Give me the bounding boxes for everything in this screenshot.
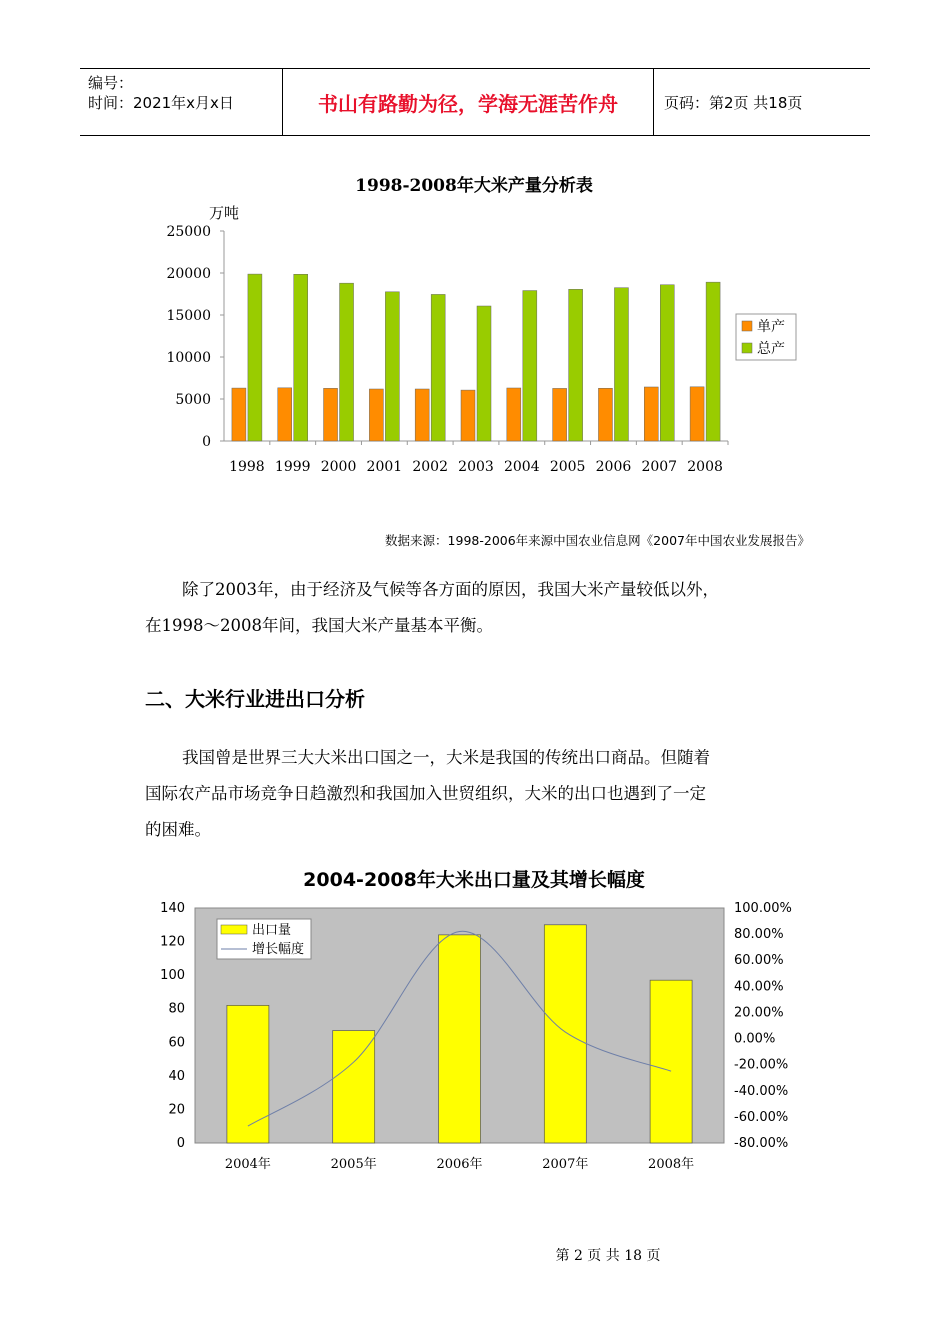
chart1-bar-1 <box>294 274 308 441</box>
chart2-y2tick-label: -40.00% <box>734 1083 789 1099</box>
chart1-title: 1998-2008年大米产量分析表 <box>355 176 593 196</box>
chart1-bar-0 <box>415 389 429 441</box>
time-label: 时间：2021年x月x日 <box>88 94 234 112</box>
section-title: 二、大米行业进出口分析 <box>145 687 365 711</box>
chart1-xtick-label: 1998 <box>229 459 265 475</box>
chart1-bar-1 <box>248 274 262 441</box>
paragraph-1 <box>145 572 805 644</box>
chart1-bar-0 <box>369 389 383 441</box>
chart1-legend-label: 单产 <box>757 319 785 335</box>
page-footer: 第 2 页 共 18 页 <box>555 1248 661 1264</box>
chart2-bar <box>333 1031 375 1143</box>
paragraph-2-line-2: 国际农产品市场竞争日趋激烈和我国加入世贸组织，大米的出口也遇到了一定 <box>145 784 706 803</box>
chart2-bar <box>227 1005 269 1143</box>
chart1-ytick-label: 25000 <box>166 224 211 240</box>
chart2-ytick-label: 120 <box>160 934 185 950</box>
page-label: 页码：第2页 共18页 <box>664 93 803 112</box>
source-note: 数据来源：1998-2006年来源中国农业信息网《2007年中国农业发展报告》 <box>385 533 810 548</box>
chart1-bar-1 <box>614 288 628 441</box>
chart1-legend-label: 总产 <box>757 341 785 357</box>
chart2-ytick-label: 100 <box>160 968 185 984</box>
chart2-ytick-label: 0 <box>176 1136 185 1151</box>
chart1-bar-0 <box>598 388 612 441</box>
motto: 书山有路勤为径，学海无涯苦作舟 <box>282 69 654 135</box>
chart2-legend-swatch <box>221 925 247 934</box>
chart1-xtick-label: 2003 <box>458 459 494 475</box>
chart2-ytick-label: 60 <box>168 1035 185 1051</box>
chart2-xtick-label: 2004年 <box>224 1157 271 1172</box>
chart1-bar-0 <box>461 390 475 441</box>
chart2-xtick-label: 2007年 <box>542 1157 589 1172</box>
chart2-ytick-label: 140 <box>160 901 185 916</box>
chart1-xtick-label: 1999 <box>274 459 311 475</box>
chart2-xtick-label: 2005年 <box>330 1157 377 1172</box>
chart2-legend <box>217 919 311 959</box>
chart1-bar-0 <box>324 388 338 441</box>
chart1-xtick-label: 2008 <box>687 459 723 475</box>
chart1-bar-1 <box>385 292 399 441</box>
chart2-y2tick-label: 60.00% <box>734 953 784 969</box>
chart1-bar-1 <box>340 283 354 441</box>
paragraph-2-line-1: 我国曾是世界三大大米出口国之一，大米是我国的传统出口商品。但随着 <box>182 748 710 767</box>
chart2-bar <box>650 980 692 1143</box>
chart1-legend-swatch <box>742 343 752 353</box>
chart2-y2tick-label: 40.00% <box>734 979 784 995</box>
chart1-xtick-label: 2001 <box>366 459 403 475</box>
chart1-legend <box>736 314 796 360</box>
chart2-ytick-label: 20 <box>168 1102 185 1118</box>
chart2-legend-label: 出口量 <box>252 923 292 938</box>
chart2-title: 2004-2008年大米出口量及其增长幅度 <box>303 869 645 891</box>
chart1-legend-swatch <box>742 321 752 331</box>
chart2-y2tick-label: 80.00% <box>734 927 784 943</box>
chart1-bar-1 <box>431 294 445 441</box>
chart2-bar <box>544 925 586 1143</box>
chart2-y2tick-label: -20.00% <box>734 1057 789 1073</box>
chart1-bar-1 <box>523 291 537 441</box>
chart1-xtick-label: 2002 <box>412 459 449 475</box>
chart2-xtick-label: 2006年 <box>436 1157 483 1172</box>
chart2-xtick-label: 2008年 <box>648 1157 695 1172</box>
chart1-bar-1 <box>660 285 674 441</box>
export-chart <box>0 860 950 1190</box>
paragraph-2-line-3: 的困难。 <box>145 820 211 839</box>
chart2-y2tick-label: 0.00% <box>734 1031 776 1047</box>
chart1-bar-0 <box>278 388 292 441</box>
chart1-bar-0 <box>644 387 658 441</box>
paragraph-2 <box>145 740 805 848</box>
chart1-ytick-label: 15000 <box>166 308 211 324</box>
chart1-ytick-label: 5000 <box>175 392 211 408</box>
chart2-y2tick-label: -80.00% <box>734 1136 789 1151</box>
chart1-bar-0 <box>553 388 567 441</box>
chart1-ytick-label: 20000 <box>166 266 211 282</box>
chart1-yticks <box>166 224 211 450</box>
chart1-bar-0 <box>232 388 246 441</box>
chart2-right-yticks <box>734 901 792 1151</box>
chart1-xtick-label: 2007 <box>641 459 678 475</box>
chart1-bar-1 <box>706 282 720 441</box>
chart2-legend-label: 增长幅度 <box>252 942 305 957</box>
header-left <box>80 69 282 135</box>
page-header <box>80 68 870 136</box>
chart2-y2tick-label: -60.00% <box>734 1109 789 1125</box>
chart1-bar-1 <box>477 306 491 441</box>
production-chart <box>0 160 950 490</box>
number-label: 编号： <box>88 74 134 92</box>
chart1-xtick-label: 2006 <box>595 459 632 475</box>
chart1-bar-1 <box>569 289 583 441</box>
paragraph-1-line-2: 在1998～2008年间，我国大米产量基本平衡。 <box>145 616 493 635</box>
chart1-xtick-label: 2000 <box>320 459 357 475</box>
chart1-xticks <box>229 459 723 475</box>
chart2-y2tick-label: 100.00% <box>734 901 792 916</box>
chart2-bar <box>439 935 481 1143</box>
chart1-bars <box>232 274 720 441</box>
chart1-bar-0 <box>690 387 704 441</box>
chart2-y2tick-label: 20.00% <box>734 1005 784 1021</box>
chart2-ytick-label: 80 <box>168 1001 185 1017</box>
chart1-ytick-label: 0 <box>202 434 211 450</box>
chart1-xtick-label: 2004 <box>503 459 540 475</box>
paragraph-1-line-1: 除了2003年，由于经济及气候等各方面的原因，我国大米产量较低以外， <box>182 580 719 599</box>
chart1-bar-0 <box>507 388 521 441</box>
chart2-ytick-label: 40 <box>168 1068 185 1084</box>
chart1-ylabel: 万吨 <box>208 204 240 222</box>
chart2-left-yticks <box>160 901 185 1151</box>
chart1-xtick-label: 2005 <box>549 459 586 475</box>
chart2-xticks <box>225 1156 694 1172</box>
chart1-ytick-label: 10000 <box>166 350 211 366</box>
